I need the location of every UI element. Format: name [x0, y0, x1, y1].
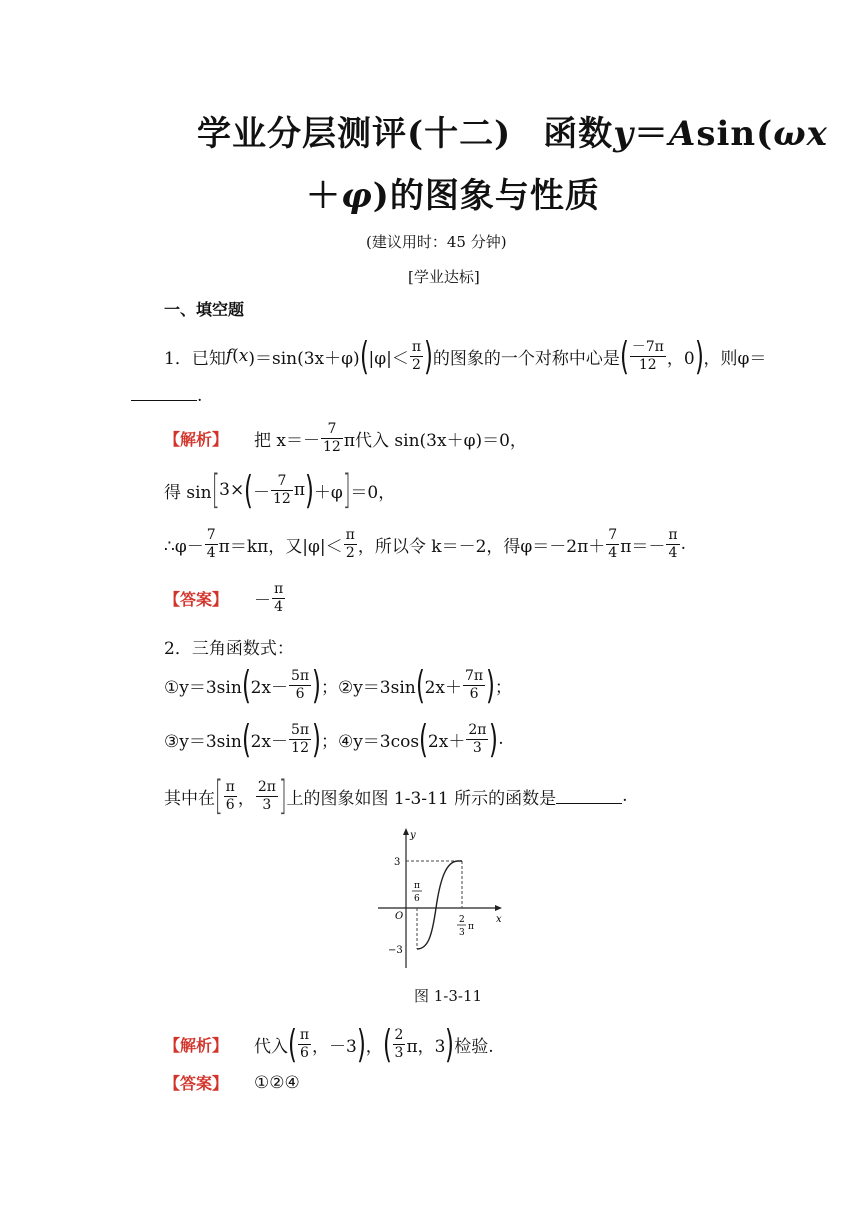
q2-ask: ， — [237, 788, 255, 809]
paren: ( — [359, 334, 369, 378]
frac-num: 2π — [257, 778, 276, 795]
frac-den: 3 — [262, 796, 272, 813]
frac-den: 6 — [225, 796, 235, 813]
q1-f: f — [225, 346, 233, 366]
paren: ( — [382, 1022, 392, 1066]
q2-ask: 其中在 — [164, 788, 215, 809]
q2-formula: 2x＋ — [424, 677, 462, 698]
frac-den: 6 — [295, 685, 305, 702]
q2-formula: 2x－ — [250, 677, 289, 698]
figure-graph — [370, 826, 510, 972]
x-axis-arrow — [495, 905, 502, 911]
fraction — [463, 668, 485, 703]
frac-den: 6 — [469, 685, 479, 702]
a1-text: － — [253, 482, 271, 503]
blank-line — [131, 386, 197, 401]
title-part: ＝ — [633, 114, 669, 154]
fraction — [272, 581, 285, 616]
title-part: ωx — [773, 114, 828, 154]
frac-num: π — [411, 338, 422, 355]
sep: ； — [320, 731, 338, 752]
page-title-line2 — [306, 168, 600, 217]
q2-ask: . — [622, 786, 628, 806]
fraction — [666, 527, 679, 562]
a1-text: π＝－ — [620, 536, 666, 557]
frac-num: －7π — [631, 338, 664, 355]
analysis-tag: 【解析】 — [164, 1035, 229, 1055]
y-bottom-label: −3 — [388, 945, 403, 956]
analysis-1-line2 — [164, 468, 395, 512]
paren: ) — [489, 717, 499, 761]
section-tag: [学业达标] — [408, 268, 480, 286]
fraction — [410, 339, 423, 374]
frac-den: 12 — [273, 490, 291, 507]
title-part: 函数 — [543, 114, 614, 154]
title-part: A — [668, 114, 697, 154]
frac-num: 5π — [291, 667, 310, 684]
sep: ； — [320, 677, 338, 698]
a1-text: π — [293, 480, 306, 500]
answer-2 — [164, 1071, 300, 1094]
y-axis-arrow — [403, 828, 409, 835]
question-2-formulas-1 — [164, 664, 512, 706]
q2-ask: 上的图象如图 1-3-11 所示的函数是 — [286, 788, 557, 809]
a1-text: ＝0， — [350, 482, 396, 503]
paren: ) — [694, 334, 704, 378]
frac-den: 2 — [412, 356, 421, 373]
frac-num: 5π — [291, 721, 310, 738]
q2-formula: ④y＝3cos — [337, 731, 420, 752]
y-top-label: 3 — [394, 857, 401, 868]
a2-text: ，－3 — [312, 1036, 357, 1057]
fraction — [289, 668, 311, 703]
paren: ) — [356, 1022, 366, 1066]
y-axis-label: y — [410, 830, 416, 841]
q1-expr: )＝sin(3x＋φ) — [248, 348, 360, 369]
bracket: [ — [214, 773, 223, 819]
frac-den: 12 — [638, 356, 657, 373]
analysis-tag: 【解析】 — [164, 429, 229, 449]
answer-tag: 【答案】 — [164, 589, 229, 609]
a2-text: 检验. — [454, 1036, 494, 1057]
q1-then: ，则φ＝ — [703, 348, 767, 369]
question-2-ask — [164, 774, 628, 818]
q1-lead: 1．已知 — [164, 348, 226, 369]
frac-den: 3 — [472, 739, 482, 756]
frac-num: 7π — [464, 667, 484, 684]
sine-curve — [417, 861, 462, 949]
a1-answer-sign: － — [254, 590, 272, 611]
a1-text: ＋φ — [313, 482, 343, 503]
paren: ) — [304, 468, 314, 512]
frac-num: π — [345, 526, 355, 543]
frac-num: π — [274, 580, 284, 597]
paren: ( — [241, 717, 251, 761]
frac-den: 12 — [323, 438, 341, 455]
a1-text: 3× — [219, 480, 245, 500]
origin-label: O — [395, 911, 404, 922]
frac-num: π — [668, 526, 678, 543]
q2-formula: 2x－ — [250, 731, 289, 752]
fraction — [393, 1027, 406, 1062]
q1-answer-blank — [131, 386, 202, 406]
frac-num: 7 — [271, 473, 293, 491]
title-part: y — [613, 114, 634, 154]
q2-formula: ②y＝3sin — [337, 677, 416, 698]
a1-text: ，所以令 k＝－2，得φ＝－2π＋ — [357, 536, 606, 557]
a2-answer: ①②④ — [254, 1072, 300, 1093]
fraction — [606, 527, 619, 562]
q1-x: x — [238, 346, 249, 366]
question-2-lead: 2．三角函数式： — [164, 639, 294, 659]
a2-text: π，3 — [406, 1036, 446, 1057]
title-part: )的图象与性质 — [372, 176, 600, 216]
fraction — [344, 527, 357, 562]
question-1: 1．已知 f ( x )＝sin(3x＋φ) ( |φ|＜ $\frac{\pi}{2}$ ) 的图象的一个对称中心是 ( $\frac{-7\pi}{12}$ ，0 ) ，则φ＝ — [164, 334, 767, 378]
analysis-1-line1 — [164, 418, 527, 458]
frac-num: π — [225, 778, 235, 795]
pi-six-den: 6 — [414, 894, 420, 904]
fraction — [630, 339, 666, 374]
time-note: (建议用时：45 分钟) — [366, 233, 507, 251]
frac-num: 7 — [321, 421, 343, 439]
bracket: [ — [211, 467, 220, 513]
analysis-1-line3 — [164, 524, 686, 564]
frac-den: 3 — [394, 1044, 404, 1061]
sep: ； — [494, 677, 512, 698]
frac-num: 7 — [206, 526, 216, 543]
blank-end: . — [197, 386, 203, 406]
bracket: ] — [278, 773, 287, 819]
a1-text: 把 x＝－ — [254, 430, 321, 451]
frac-den: 4 — [608, 544, 618, 561]
title-part: ＋ — [306, 176, 341, 216]
frac-den: 6 — [299, 1044, 309, 1061]
paren: ) — [486, 663, 495, 707]
analysis-2 — [164, 1022, 494, 1066]
frac-num: π — [299, 1026, 310, 1043]
paren: ) — [312, 717, 321, 761]
q2-formula: ③y＝3sin — [164, 731, 242, 752]
fraction — [289, 722, 311, 757]
a2-text: ， — [365, 1036, 383, 1057]
fraction — [271, 473, 293, 508]
paren: ( — [419, 717, 428, 761]
frac-den: 4 — [206, 544, 216, 561]
a1-text: π代入 sin(3x＋φ)＝0， — [343, 430, 527, 451]
q1-zero: ，0 — [666, 348, 695, 369]
fraction — [321, 421, 343, 456]
frac-num: 2 — [394, 1026, 404, 1043]
a1-text: π＝kπ，又|φ|＜ — [218, 536, 343, 557]
answer-tag: 【答案】 — [164, 1074, 229, 1093]
fraction — [466, 722, 488, 757]
sep: . — [498, 729, 504, 749]
bracket: ] — [342, 467, 351, 513]
a1-text: ∴φ－ — [164, 536, 204, 557]
a1-text: 得 sin — [164, 482, 212, 503]
paren: ( — [244, 468, 254, 512]
frac-den: 4 — [668, 544, 678, 561]
q1-mid: 的图象的一个对称中心是 — [432, 348, 620, 369]
blank-line — [556, 789, 622, 804]
paren: ( — [287, 1022, 297, 1066]
frac-den: 12 — [291, 739, 309, 756]
pi-six-num: π — [414, 881, 420, 891]
two-thirds-pi: π — [468, 922, 474, 932]
answer-1 — [164, 578, 286, 618]
q2-formula: 2x＋ — [427, 731, 466, 752]
x-axis-label: x — [496, 914, 502, 925]
question-2-formulas-2 — [164, 718, 504, 760]
title-part: 学业分层测评(十二) — [197, 114, 512, 154]
paren: ( — [619, 334, 629, 378]
paren: ) — [445, 1022, 455, 1066]
page-title-line1 — [197, 106, 828, 155]
two-thirds-den: 3 — [459, 928, 465, 938]
frac-num: 7 — [608, 526, 618, 543]
fraction — [298, 1027, 311, 1062]
paren: ( — [241, 663, 251, 707]
fraction — [205, 527, 218, 562]
frac-den: 4 — [274, 598, 284, 615]
q1-abs-phi: |φ|＜ — [368, 348, 409, 369]
a2-text: 代入 — [254, 1036, 289, 1057]
title-part: sin( — [696, 114, 774, 154]
paren: ) — [424, 334, 433, 378]
figure-caption: 图 1-3-11 — [414, 987, 483, 1005]
a1-text: . — [680, 534, 687, 554]
frac-num: 2π — [468, 721, 487, 738]
paren: ) — [312, 663, 321, 707]
fraction — [256, 779, 278, 814]
q2-formula: ①y＝3sin — [164, 677, 242, 698]
two-thirds-num: 2 — [459, 915, 465, 925]
fraction — [224, 779, 237, 814]
paren: ( — [415, 663, 425, 707]
section-heading: 一、填空题 — [164, 300, 245, 319]
frac-den: 2 — [345, 544, 355, 561]
title-part: φ — [341, 176, 373, 216]
